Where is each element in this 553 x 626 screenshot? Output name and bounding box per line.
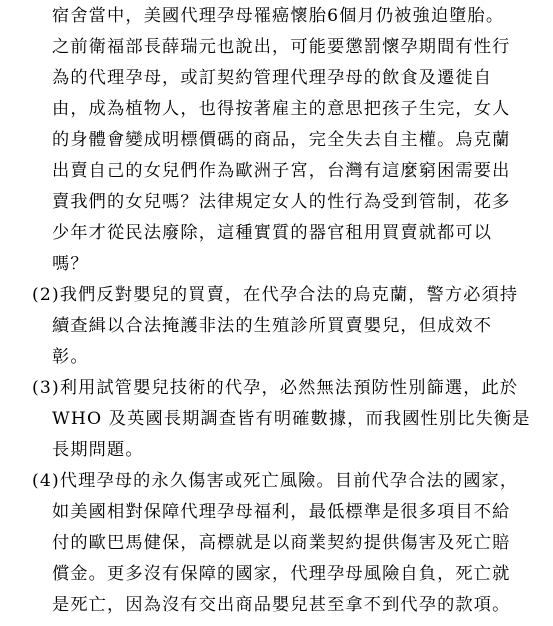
text-line: 如美國相對保障代理孕母福利，最低標準是很多項目不給 [52, 502, 511, 522]
text-line: 嗎？ [52, 254, 89, 274]
text-line: 為的代理孕母，或訂契約管理代理孕母的飲食及遷徙自 [52, 68, 493, 88]
list-item-first-line: (4)代理孕母的永久傷害或死亡風險。目前代孕合法的國家， [32, 471, 519, 491]
text-line: 償金。更多沒有保障的國家，代理孕母風險自負，死亡就 [52, 564, 511, 584]
text-line: WHO 及英國長期調查皆有明確數據，而我國性別比失衡是 [52, 409, 531, 429]
list-item-first-line: (3)利用試管嬰兒技術的代孕，必然無法預防性別篩選，此於 [32, 378, 519, 398]
text-line: 由，成為植物人，也得按著雇主的意思把孩子生完，女人 [52, 99, 511, 119]
text-line: 長期問題。 [52, 440, 144, 460]
text-line: 是死亡，因為沒有交出商品嬰兒甚至拿不到代孕的款項。 [52, 595, 511, 615]
text-line: 少年才從民法廢除，這種實質的器官租用買賣就都可以 [52, 223, 493, 243]
list-item-first-line: (2)我們反對嬰兒的買賣，在代孕合法的烏克蘭，警方必須持 [32, 285, 519, 305]
text-line: 宿舍當中，美國代理孕母罹癌懷胎6個月仍被強迫墮胎。 [52, 6, 505, 26]
text-line: 出賣自己的女兒們作為歐洲子宮，台灣有這麼窮困需要出 [52, 161, 511, 181]
text-line: 賣我們的女兒嗎？法律規定女人的性行為受到管制，花多 [52, 192, 511, 212]
text-line: 彰。 [52, 347, 89, 367]
text-line: 付的歐巴馬健保，高標就是以商業契約提供傷害及死亡賠 [52, 533, 511, 553]
text-line: 的身體會變成明標價碼的商品，完全失去自主權。烏克蘭 [52, 130, 511, 150]
text-line: 續查緝以合法掩護非法的生殖診所買賣嬰兒，但成效不 [52, 316, 493, 336]
text-line: 之前衛福部長薛瑞元也說出，可能要懲罰懷孕期間有性行 [52, 37, 511, 57]
